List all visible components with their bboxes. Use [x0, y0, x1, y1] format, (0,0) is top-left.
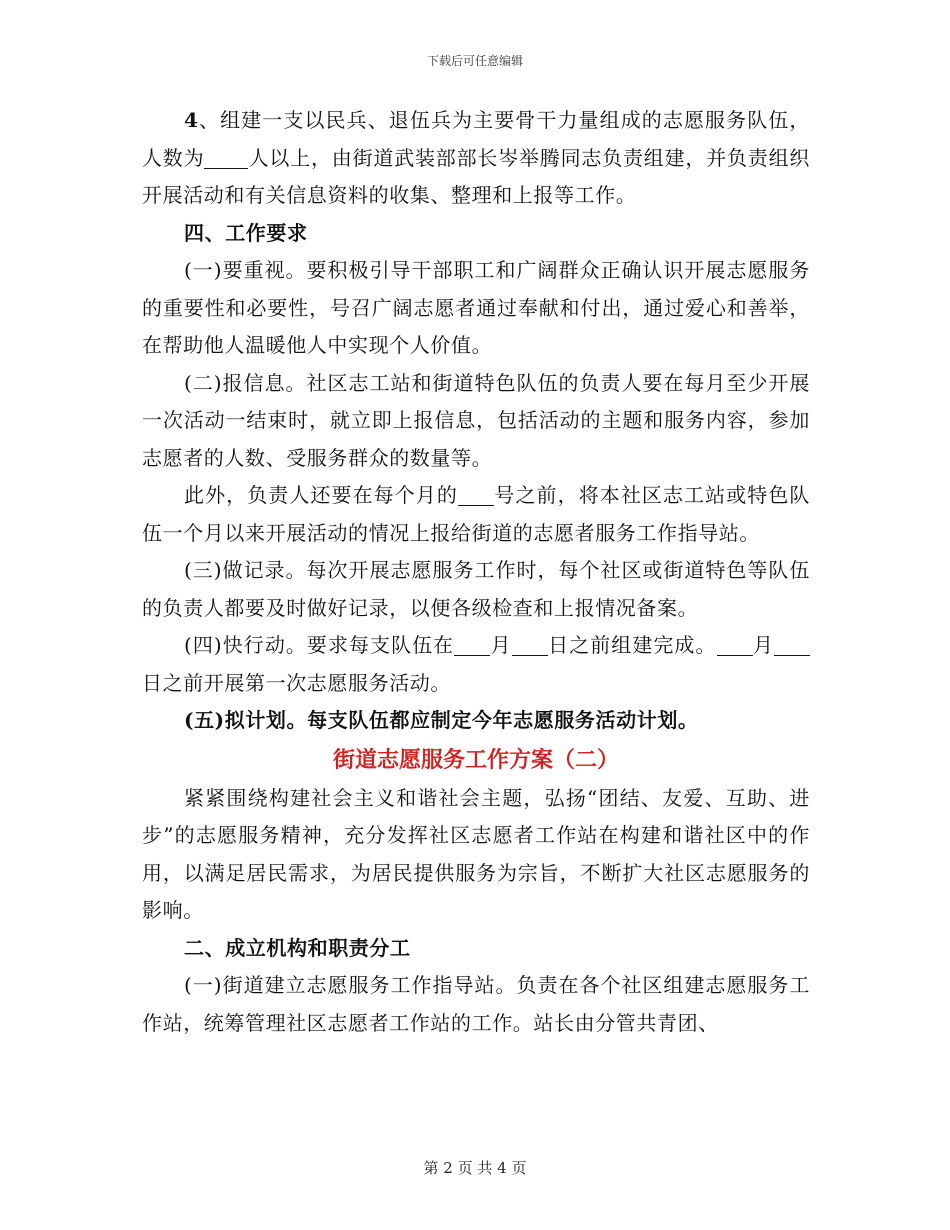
fill-blank — [454, 635, 490, 656]
item4-number: 4 — [184, 108, 199, 132]
req2-extra-text-a: 此外，负责人还要在每个月的 — [184, 483, 458, 507]
fill-blank — [717, 635, 753, 656]
paragraph-req5: (五)拟计划。每支队伍都应制定今年志愿服务活动计划。 — [184, 708, 699, 732]
req4-text-a: (四)快行动。要求每支队伍在 — [184, 633, 455, 657]
paragraph-req4 — [142, 627, 810, 702]
paragraph-req2-extra — [142, 477, 810, 552]
fill-blank — [204, 148, 248, 169]
item4-text-b: 人以上，由街道武装部部长岑举腾同志负责组建，并负责组织开展活动和有关信息资料的收集、整理和上报等工作。 — [142, 145, 810, 207]
paragraph-req1: (一)要重视。要积极引导干部职工和广阔群众正确认识开展志愿服务的重要性和必要性，号召广阔志愿者通过奉献和付出，通过爱心和善举，在帮助他人温暖他人中实现个人价值。 — [142, 258, 810, 357]
req4-text-b: 月 — [490, 633, 512, 657]
paragraph-req3: (三)做记录。每次开展志愿服务工作时，每个社区或街道特色等队伍的负责人都要及时做好记录，以便各级检查和上报情况备案。 — [142, 558, 810, 620]
section-title: 街道志愿服务工作方案（二） — [332, 746, 619, 773]
document-body — [142, 102, 810, 1042]
paragraph-req2: (二)报信息。社区志工站和街道特色队伍的负责人要在每月至少开展一次活动一结束时，就立即上报信息，包括活动的主题和服务内容，参加志愿者的人数、受服务群众的数量等。 — [142, 370, 810, 470]
fill-blank — [774, 635, 810, 656]
fill-blank — [512, 635, 548, 656]
page-footer: 第 2 页 共 4 页 — [423, 1159, 527, 1177]
req2-extra-text-b: 号之前，将本社区志工站或特色队伍一个月以来开展活动的情况上报给街道的志愿者服务工作指导站。 — [142, 483, 811, 545]
req4-text-c: 日之前组建完成。 — [547, 633, 717, 657]
heading-organization: 二、成立机构和职责分工 — [184, 935, 411, 960]
req4-text-e: 日之前开展第一次志愿服务活动。 — [142, 670, 451, 695]
page-header: 下载后可任意编辑 — [426, 54, 523, 68]
paragraph-org-item1: (一)街道建立志愿服务工作指导站。负责在各个社区组建志愿服务工作站，统筹管理社区志愿者工作站的工作。站长由分管共青团、 — [142, 973, 810, 1035]
paragraph-item4 — [142, 102, 810, 215]
item4-text-a: 、组建一支以民兵、退伍兵为主要骨干力量组成的志愿服务队伍，人数为 — [142, 108, 810, 170]
paragraph-intro: 紧紧围绕构建社会主义和谐社会主题，弘扬“团结、友爱、互助、进步”的志愿服务精神，充分发挥社区志愿者工作站在构建和谐社区中的作用，以满足居民需求，为居民提供服务为宗旨，不断扩大社区志愿服务的影响。 — [142, 785, 810, 922]
heading-work-requirements: 四、工作要求 — [184, 220, 308, 245]
req4-text-d: 月 — [752, 633, 774, 657]
fill-blank — [458, 485, 494, 506]
